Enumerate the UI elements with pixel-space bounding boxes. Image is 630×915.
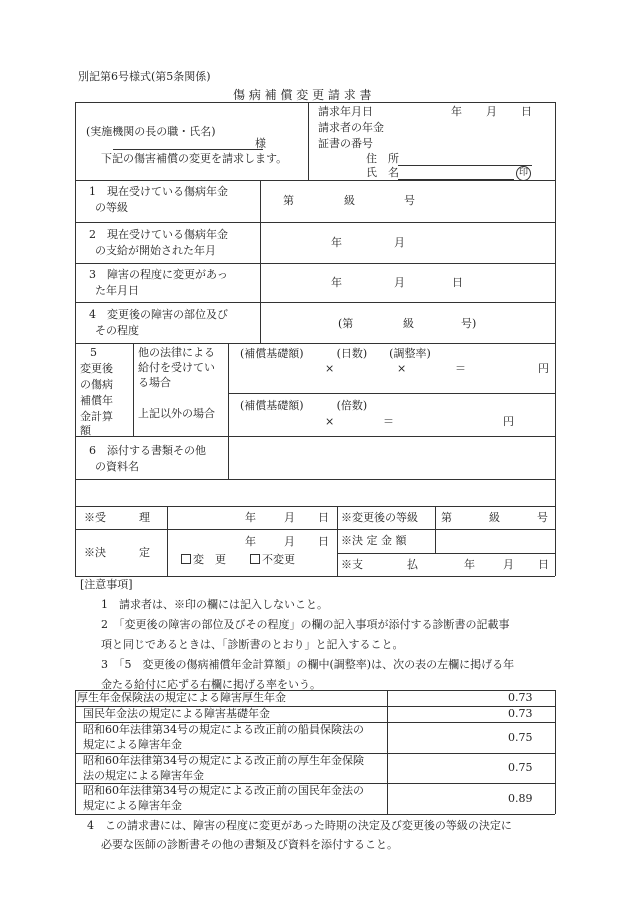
note-2-line2: 項と同じであるときは、「診断書のとおり」と記入すること。 bbox=[101, 638, 404, 651]
changed-grade-kyu: 級 bbox=[489, 511, 500, 524]
row5a-times-2: × bbox=[397, 362, 407, 375]
row5a-yen: 円 bbox=[538, 362, 549, 375]
note-4-line1: 4 この請求書には、障害の程度に変更があった時期の決定及び変更後の等級の決定に bbox=[87, 819, 512, 832]
rate-row-3-label-line1: 昭和60年法律第34号の規定による改正前の船員保険法の bbox=[83, 723, 364, 736]
row5b-equals: ＝ bbox=[383, 415, 394, 428]
no-change-checkbox-label: 不変更 bbox=[262, 553, 295, 566]
row2-month: 月 bbox=[394, 236, 405, 249]
rate-row-1-value: 0.73 bbox=[508, 691, 533, 704]
receipt-day: 日 bbox=[318, 511, 329, 524]
rate-row-4-label-line1: 昭和60年法律第34号の規定による改正前の厚生年金保険 bbox=[83, 754, 364, 767]
note-2-line1: 2 「変更後の障害の部位及びその程度」の欄の記入事項が添付する診断書の記載事 bbox=[101, 618, 510, 631]
row5b-header: (補償基礎額) (倍数) bbox=[240, 399, 368, 412]
row5-label-2: 変更後 bbox=[80, 362, 113, 375]
note-4-line2: 必要な医師の診断書その他の書類及び資料を添付すること。 bbox=[101, 838, 398, 851]
row5-label-3: の傷病 bbox=[80, 378, 113, 391]
agency-head-label: (実施機関の長の職・氏名) bbox=[86, 125, 216, 138]
row6-label-line1: 6 添付する書類その他 bbox=[89, 444, 206, 457]
name-field[interactable] bbox=[398, 179, 514, 180]
row5a-equals: ＝ bbox=[455, 362, 466, 375]
row2-label-line2: の支給が開始された年月 bbox=[95, 244, 216, 257]
rate-row-2-label: 国民年金法の規定による障害基礎年金 bbox=[83, 707, 270, 720]
row1-kyu: 級 bbox=[344, 194, 355, 207]
row5b-label: 上記以外の場合 bbox=[138, 407, 215, 420]
row5-label-5: 金計算 bbox=[80, 410, 113, 423]
row5a-label-3: る場合 bbox=[138, 376, 171, 389]
form-title: 傷 病 補 償 変 更 請 求 書 bbox=[233, 88, 372, 102]
receipt-month: 月 bbox=[284, 511, 295, 524]
rate-row-2-value: 0.73 bbox=[508, 707, 533, 720]
pension-number-label-2: 証書の番号 bbox=[318, 137, 373, 150]
row5a-times-1: × bbox=[325, 362, 335, 375]
decision-year: 年 bbox=[245, 535, 256, 548]
pension-number-label-1: 請求者の年金 bbox=[318, 121, 384, 134]
receipt-label: ※受 理 bbox=[84, 511, 150, 524]
decision-amount-label: ※決 定 金 額 bbox=[341, 534, 407, 547]
row5-label-6: 額 bbox=[80, 424, 91, 437]
form-reference: 別記第6号様式(第5条関係) bbox=[78, 70, 211, 83]
changed-grade-go: 号 bbox=[537, 511, 548, 524]
row6-label-line2: の資料名 bbox=[95, 460, 139, 473]
checkbox-square-icon bbox=[181, 554, 191, 564]
row5b-times: × bbox=[325, 415, 335, 428]
row5-label-4: 補償年 bbox=[80, 394, 113, 407]
row4-label-line2: その程度 bbox=[95, 324, 139, 337]
seal-mark: 印 bbox=[516, 166, 531, 181]
row1-label-line2: の等級 bbox=[95, 201, 128, 214]
changed-grade-label: ※変更後の等級 bbox=[341, 511, 418, 524]
row5a-label-1: 他の法律による bbox=[138, 346, 215, 359]
payment-month: 月 bbox=[503, 558, 514, 571]
change-checkbox[interactable] bbox=[181, 553, 226, 567]
payment-year: 年 bbox=[464, 558, 475, 571]
row3-label-line1: 3 障害の程度に変更があっ bbox=[89, 268, 228, 281]
changed-grade-dai: 第 bbox=[441, 511, 452, 524]
row5a-header: (補償基礎額) (日数) (調整率) bbox=[240, 347, 431, 360]
row5-label-1: 5 bbox=[90, 346, 97, 359]
request-date-day[interactable]: 日 bbox=[521, 105, 532, 118]
checkbox-square-icon bbox=[250, 554, 260, 564]
rate-row-5-value: 0.89 bbox=[508, 792, 533, 805]
row4-kyu: 級 bbox=[403, 317, 414, 330]
rate-row-5-label-line1: 昭和60年法律第34号の規定による改正前の国民年金法の bbox=[83, 784, 364, 797]
rate-row-3-value: 0.75 bbox=[508, 731, 533, 744]
decision-label: ※決 定 bbox=[84, 546, 150, 559]
no-change-checkbox[interactable] bbox=[250, 553, 295, 567]
request-date-year[interactable]: 年 bbox=[451, 105, 462, 118]
payment-day: 日 bbox=[538, 558, 549, 571]
row1-dai: 第 bbox=[283, 194, 294, 207]
note-3-line2: 金たる給付に応ずる右欄に掲げる率をいう。 bbox=[101, 678, 321, 691]
payment-label: ※支 払 bbox=[341, 558, 418, 571]
row3-year: 年 bbox=[331, 276, 342, 289]
rate-row-3-label-line2: 規定による障害年金 bbox=[83, 738, 182, 751]
row3-day: 日 bbox=[452, 276, 463, 289]
row4-go: 号) bbox=[461, 317, 477, 330]
request-date-label: 請求年月日 bbox=[318, 105, 373, 118]
decision-month: 月 bbox=[284, 535, 295, 548]
note-3-line1: 3 「5 変更後の傷病補償年金計算額」の欄中(調整率)は、次の表の左欄に掲げる年 bbox=[101, 658, 515, 671]
rate-row-5-label-line2: 規定による障害年金 bbox=[83, 799, 182, 812]
row5b-yen: 円 bbox=[503, 415, 514, 428]
rate-row-1-label: 厚生年金保険法の規定による障害厚生年金 bbox=[77, 691, 286, 704]
decision-day: 日 bbox=[318, 535, 329, 548]
receipt-year: 年 bbox=[245, 511, 256, 524]
name-label: 氏 名 bbox=[366, 166, 399, 179]
sama-suffix: 様 bbox=[255, 137, 266, 150]
notes-heading: [注意事項] bbox=[80, 578, 133, 591]
address-field[interactable] bbox=[398, 165, 532, 166]
address-label: 住 所 bbox=[366, 152, 399, 165]
request-statement: 下記の傷害補償の変更を請求します。 bbox=[101, 152, 288, 165]
row2-label-line1: 2 現在受けている傷病年金 bbox=[89, 228, 228, 241]
row3-month: 月 bbox=[394, 276, 405, 289]
row1-go: 号 bbox=[404, 194, 415, 207]
request-date-month[interactable]: 月 bbox=[486, 105, 497, 118]
row2-year: 年 bbox=[331, 236, 342, 249]
rate-row-4-value: 0.75 bbox=[508, 761, 533, 774]
row4-label-line1: 4 変更後の障害の部位及び bbox=[89, 308, 228, 321]
row5a-label-2: 給付を受けてい bbox=[138, 361, 215, 374]
change-checkbox-label: 変 更 bbox=[193, 553, 226, 566]
row3-label-line2: た年月日 bbox=[95, 284, 139, 297]
rate-row-4-label-line2: 法の規定による障害年金 bbox=[83, 769, 204, 782]
row4-dai: (第 bbox=[338, 317, 354, 330]
row1-label-line1: 1 現在受けている傷病年金 bbox=[89, 185, 228, 198]
note-1: 1 請求者は、※印の欄には記入しないこと。 bbox=[101, 598, 328, 611]
